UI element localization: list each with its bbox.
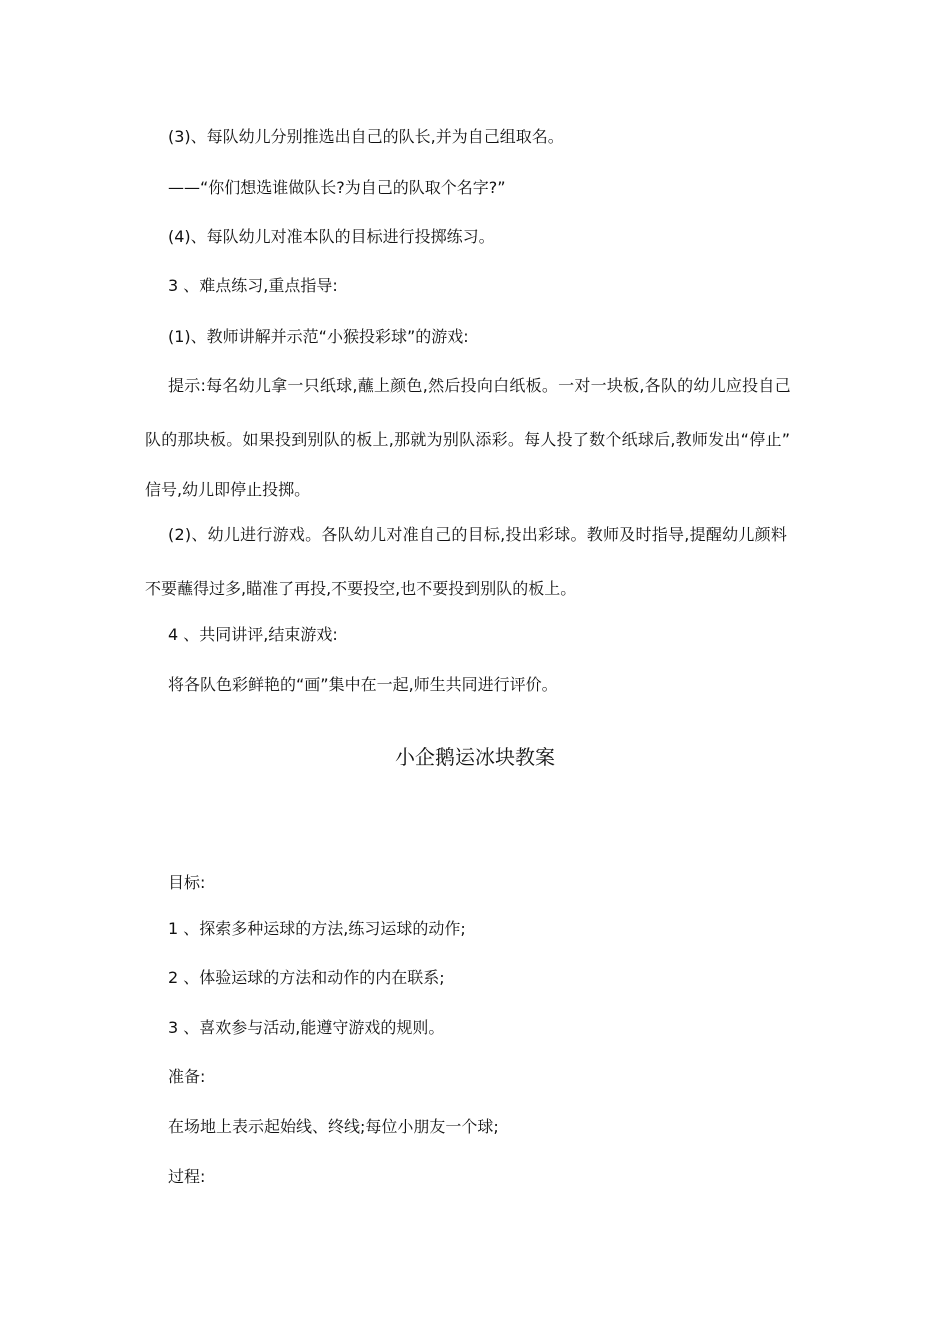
paragraph-teacher-demo: (1)、教师讲解并示范“小猴投彩球”的游戏: <box>168 327 469 346</box>
paragraph-game-line-2: 不要蘸得过多,瞄准了再投,不要投空,也不要投到别队的板上。 <box>145 579 577 598</box>
heading-process: 过程: <box>168 1167 206 1186</box>
preparation-item-1: 在场地上表示起始线、终线;每位小朋友一个球; <box>168 1117 499 1136</box>
heading-preparation: 准备: <box>168 1067 206 1086</box>
goal-item-3: 3 、喜欢参与活动,能遵守游戏的规则。 <box>168 1018 445 1037</box>
heading-review: 4 、共同讲评,结束游戏: <box>168 625 338 644</box>
goal-item-1: 1 、探索多种运球的方法,练习运球的动作; <box>168 919 466 938</box>
paragraph-throw-practice: (4)、每队幼儿对准本队的目标进行投掷练习。 <box>168 227 495 246</box>
paragraph-hint-line-1: 提示:每名幼儿拿一只纸球,蘸上颜色,然后投向白纸板。一对一块板,各队的幼儿应投自己 <box>168 376 791 395</box>
paragraph-hint-line-3: 信号,幼儿即停止投掷。 <box>145 480 311 499</box>
heading-goals: 目标: <box>168 873 206 892</box>
paragraph-game-line-1: (2)、幼儿进行游戏。各队幼儿对准自己的目标,投出彩球。教师及时指导,提醒幼儿颜料 <box>168 525 788 544</box>
goal-item-2: 2 、体验运球的方法和动作的内在联系; <box>168 968 445 987</box>
paragraph-review: 将各队色彩鲜艳的“画”集中在一起,师生共同进行评价。 <box>168 675 558 694</box>
paragraph-hint-line-2: 队的那块板。如果投到别队的板上,那就为别队添彩。每人投了数个纸球后,教师发出“停止” <box>145 430 791 449</box>
heading-difficulty-practice: 3 、难点练习,重点指导: <box>168 276 338 295</box>
paragraph-quote-captain: ——“你们想选谁做队长?为自己的队取个名字?” <box>168 178 506 197</box>
paragraph-team-captain: (3)、每队幼儿分别推选出自己的队长,并为自己组取名。 <box>168 127 564 146</box>
lesson-title: 小企鹅运冰块教案 <box>395 745 555 769</box>
